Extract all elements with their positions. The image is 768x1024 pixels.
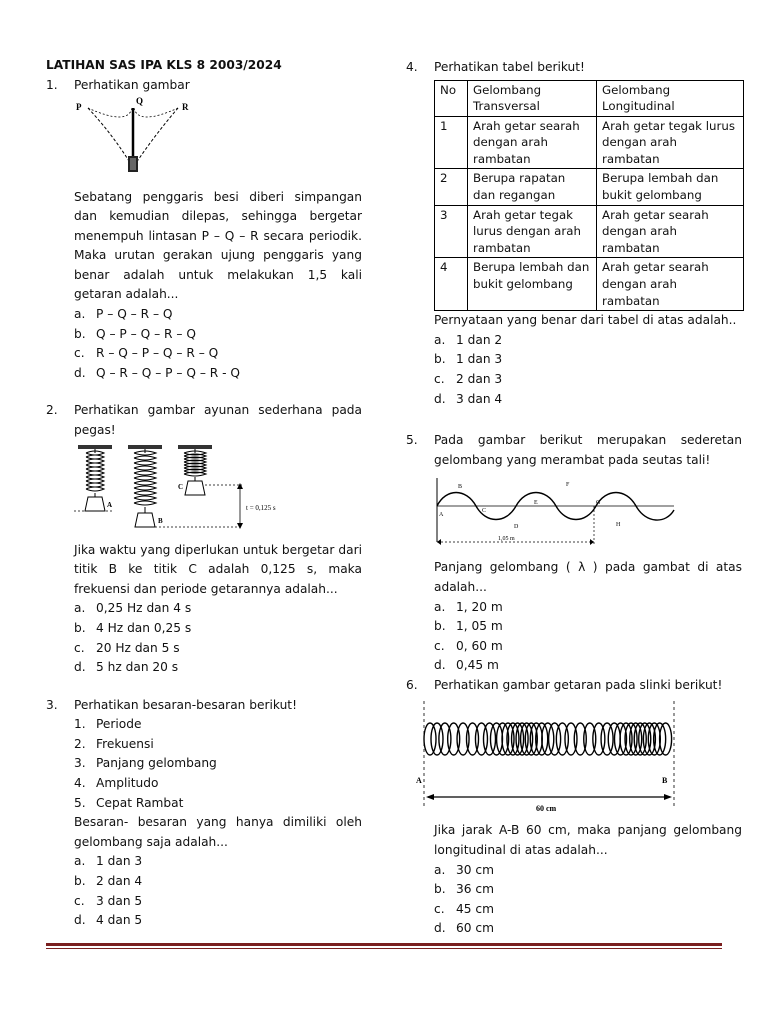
page-title: LATIHAN SAS IPA KLS 8 2003/2024 (46, 58, 282, 72)
label-e: E (534, 500, 538, 507)
question-number: 4. (406, 60, 418, 74)
slinky-coil (457, 723, 469, 755)
rope-wave-figure (434, 476, 684, 552)
question-text: Pernyataan yang benar dari tabel di atas adalah.. (434, 313, 737, 328)
quantity-list (74, 715, 362, 813)
option-c[interactable]: c. R – Q – P – Q – R – Q (74, 346, 219, 361)
question-3 (46, 696, 362, 931)
list-item: 5. Cepat Rambat (74, 795, 184, 810)
question-number: 3. (46, 697, 58, 712)
label-b: B (662, 776, 668, 786)
table-row: 2 Berupa rapatan dan regangan Berupa lembah dan bukit gelombang (435, 169, 744, 205)
label-c: C (178, 482, 184, 491)
question-4 (406, 58, 742, 409)
wave-comparison-table (434, 80, 744, 312)
label-p: P (76, 101, 82, 112)
list-item: 3. Panjang gelombang (74, 756, 217, 771)
label-f: F (566, 482, 570, 489)
option-d[interactable]: d. 4 dan 5 (74, 913, 143, 928)
option-a[interactable]: a. 1 dan 3 (74, 854, 143, 869)
slinky-coil (565, 723, 577, 755)
option-c[interactable]: c. 45 cm (434, 901, 494, 916)
option-b[interactable]: b. 36 cm (434, 882, 494, 897)
option-a[interactable]: a. 1 dan 2 (434, 332, 503, 347)
option-a[interactable]: a. 1, 20 m (434, 599, 503, 614)
slinky-coil (448, 723, 460, 755)
options-list (434, 861, 742, 939)
option-a[interactable]: a. 30 cm (434, 862, 494, 877)
label-c: C (482, 508, 487, 515)
label-g: G (596, 500, 601, 507)
option-d[interactable]: d. 3 dan 4 (434, 391, 503, 406)
question-prompt: Perhatikan besaran-besaran berikut! (74, 697, 297, 712)
option-d[interactable]: d. 60 cm (434, 921, 494, 936)
option-c[interactable]: c. 0, 60 m (434, 638, 503, 653)
label-a: A (416, 776, 422, 786)
option-b[interactable]: b. Q – P – Q – R – Q (74, 326, 196, 341)
table-header-row: No Gelombang Transversal Gelombang Longitudinal (435, 80, 744, 116)
label-distance: 1,05 m (498, 536, 515, 543)
option-c[interactable]: c. 20 Hz dan 5 s (74, 640, 180, 655)
footer-rule-thin (46, 948, 722, 949)
question-prompt: Perhatikan gambar ayunan sederhana pada pegas! (74, 403, 362, 438)
options-list (74, 599, 362, 677)
label-h: H (616, 522, 621, 529)
question-number: 1. (46, 78, 58, 92)
label-d: D (514, 524, 519, 531)
list-item: 4. Amplitudo (74, 776, 159, 791)
ruler-vibration-figure (74, 96, 194, 174)
option-b[interactable]: b. 4 Hz dan 0,25 s (74, 621, 192, 635)
footer-rule-thick (46, 943, 722, 946)
question-prompt: Perhatikan gambar (74, 78, 190, 92)
question-text: Sebatang penggaris besi diberi simpangan dan kemudian dilepas, sehingga bergetar menempuh lintasan P – Q – R secara periodik. Maka urutan gerakan ujung penggaris yang benar adalah untuk melakukan 1,5 kali getaran adalah... (74, 189, 362, 302)
question-text: Jika jarak A-B 60 cm, maka panjang gelombang longitudinal di atas adalah... (434, 823, 742, 858)
option-b[interactable]: b. 1, 05 m (434, 619, 503, 634)
option-b[interactable]: b. 2 dan 4 (74, 874, 143, 889)
question-text: Jika waktu yang diperlukan untuk bergetar dari titik B ke titik C adalah 0,125 s, maka frekuensi dan periode getarannya adalah... (74, 542, 362, 596)
table-row: 1 Arah getar searah dengan arah rambatan Arah getar tegak lurus dengan arah rambatan (435, 116, 744, 169)
option-b[interactable]: b. 1 dan 3 (434, 352, 503, 367)
slinky-coil (601, 723, 613, 755)
list-item: 2. Frekuensi (74, 736, 154, 751)
question-1 (46, 76, 362, 383)
question-prompt: Perhatikan tabel berikut! (434, 60, 585, 74)
question-number: 5. (406, 433, 418, 448)
options-list (74, 852, 362, 930)
question-2 (46, 401, 362, 677)
label-distance: 60 cm (536, 804, 557, 814)
question-number: 2. (46, 403, 58, 418)
option-d[interactable]: d. 5 hz dan 20 s (74, 660, 179, 675)
label-t: t = 0,125 s (246, 503, 276, 512)
label-q: Q (136, 95, 144, 106)
label-b: B (458, 484, 463, 491)
options-list (434, 331, 742, 409)
slinky-figure (416, 699, 686, 817)
table-row: 3 Arah getar tegak lurus dengan arah rambatan Arah getar searah dengan arah rambatan (435, 205, 744, 258)
label-b: B (158, 516, 163, 525)
slinky-coils (424, 723, 672, 755)
option-c[interactable]: c. 2 dan 3 (434, 372, 503, 386)
slinky-coil (483, 723, 495, 755)
question-6 (406, 676, 742, 939)
option-c[interactable]: c. 3 dan 5 (74, 893, 143, 908)
option-a[interactable]: a. 0,25 Hz dan 4 s (74, 601, 192, 616)
label-a: A (107, 500, 113, 509)
label-r: R (182, 101, 189, 112)
options-list (74, 305, 362, 383)
option-d[interactable]: d. 0,45 m (434, 658, 499, 673)
option-a[interactable]: a. P – Q – R – Q (74, 307, 173, 322)
left-column (46, 58, 362, 931)
list-item: 1. Periode (74, 717, 142, 732)
spring-pendulum-figure (74, 443, 334, 535)
question-5 (406, 431, 742, 676)
label-a: A (439, 512, 444, 519)
question-number: 6. (406, 677, 418, 692)
right-column (406, 58, 742, 939)
slinky-coil (574, 723, 586, 755)
question-prompt: Pada gambar berikut merupakan sederetan gelombang yang merambat pada seutas tali! (434, 433, 742, 467)
question-text: Besaran- besaran yang hanya dimiliki oleh gelombang saja adalah... (74, 815, 362, 849)
slinky-coil (549, 723, 561, 755)
slinky-coil (424, 723, 436, 755)
question-prompt: Perhatikan gambar getaran pada slinki berikut! (434, 677, 723, 692)
question-text: Panjang gelombang ( λ ) pada gambat di atas adalah... (434, 560, 742, 594)
table-row: 4 Berupa lembah dan bukit gelombang Arah getar searah dengan arah rambatan (435, 258, 744, 311)
option-d[interactable]: d. Q – R – Q – P – Q – R - Q (74, 365, 241, 380)
options-list (434, 598, 742, 676)
